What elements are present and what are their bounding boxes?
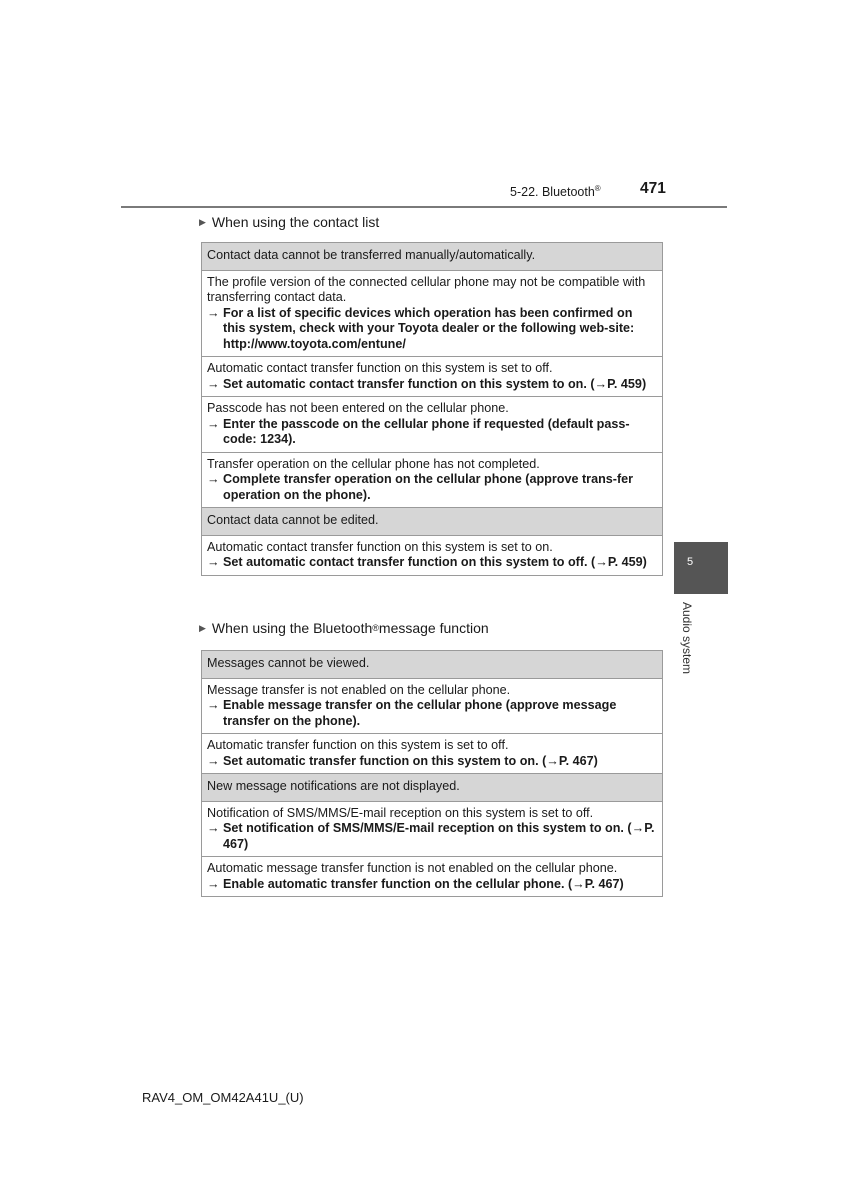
solution-row bbox=[202, 357, 663, 397]
remedy-text: Enter the passcode on the cellular phone if requested (default pass-code: 1234). bbox=[223, 416, 630, 446]
arrow-icon: → bbox=[207, 376, 220, 391]
arrow-icon: → bbox=[207, 472, 220, 486]
problem-row bbox=[202, 774, 663, 802]
remedy-line bbox=[207, 698, 657, 729]
chapter-label: Audio system bbox=[680, 602, 694, 675]
cause-text: Automatic contact transfer function on this system is set to off. bbox=[207, 361, 553, 375]
solution-cell bbox=[202, 857, 663, 897]
header-rule bbox=[121, 206, 727, 208]
arrow-icon: → bbox=[207, 821, 220, 835]
solution-cell bbox=[202, 678, 663, 734]
arrow-icon: → bbox=[207, 555, 220, 569]
remedy-text: Complete transfer operation on the cellular phone (approve trans-fer operation on the phone). bbox=[223, 472, 634, 502]
cause-text: Automatic contact transfer function on this system is set to on. bbox=[207, 539, 553, 554]
subheading-message-function: ▶ When using the Bluetooth ® message function bbox=[199, 620, 489, 636]
remedy-text: Set automatic contact transfer function on this system to on. (→P. 459) bbox=[223, 376, 647, 391]
cause-text: Message transfer is not enabled on the cellular phone. bbox=[207, 682, 511, 697]
remedy-line bbox=[207, 555, 657, 571]
remedy-line bbox=[207, 306, 657, 353]
cause-text: Transfer operation on the cellular phone has not completed. bbox=[207, 456, 540, 471]
remedy-line bbox=[207, 377, 657, 393]
arrow-icon: → bbox=[207, 416, 220, 431]
problem-text: Messages cannot be viewed. bbox=[202, 651, 663, 679]
problem-row bbox=[202, 651, 663, 679]
remedy-text: Set notification of SMS/MMS/E-mail reception on this system to on. (→P. 467) bbox=[223, 821, 655, 851]
solution-cell bbox=[202, 801, 663, 857]
solution-row bbox=[202, 535, 663, 575]
remedy-line bbox=[207, 754, 657, 770]
subheading-contact-list: ▶ When using the contact list bbox=[199, 214, 380, 230]
contact-list-troubleshooting-table bbox=[201, 242, 663, 576]
solution-cell bbox=[202, 397, 663, 453]
problem-row bbox=[202, 243, 663, 271]
solution-cell bbox=[202, 734, 663, 774]
page-number: 471 bbox=[640, 180, 666, 197]
chapter-tab[interactable] bbox=[674, 542, 728, 594]
cause-text: Automatic transfer function on this system is set to off. bbox=[207, 738, 509, 752]
chapter-number: 5 bbox=[687, 556, 694, 568]
remedy-text: Enable automatic transfer function on the cellular phone. (→P. 467) bbox=[223, 876, 624, 891]
arrow-icon: → bbox=[207, 305, 220, 320]
solution-row bbox=[202, 678, 663, 734]
remedy-line bbox=[207, 821, 657, 852]
arrow-icon: → bbox=[207, 753, 220, 768]
triangle-bullet-icon: ▶ bbox=[199, 622, 206, 633]
arrow-icon: → bbox=[207, 876, 220, 891]
remedy-text: For a list of specific devices which operation has been confirmed on this system, check with your Toyota dealer or the following web-site: http://www.toyota.com/entune/ bbox=[223, 305, 635, 351]
message-function-troubleshooting-table bbox=[201, 650, 663, 897]
problem-text: New message notifications are not displayed. bbox=[202, 774, 663, 802]
cause-text: Passcode has not been entered on the cellular phone. bbox=[207, 401, 509, 415]
remedy-text: Set automatic contact transfer function on this system to off. (→P. 459) bbox=[223, 555, 647, 569]
remedy-text: Set automatic transfer function on this system to on. (→P. 467) bbox=[223, 753, 598, 768]
problem-text: Contact data cannot be edited. bbox=[202, 508, 663, 536]
solution-cell bbox=[202, 535, 663, 575]
solution-cell bbox=[202, 452, 663, 508]
remedy-line bbox=[207, 472, 657, 503]
solution-row bbox=[202, 452, 663, 508]
header-section-title: 5-22. Bluetooth® bbox=[510, 184, 601, 200]
solution-row bbox=[202, 857, 663, 897]
cause-text: Notification of SMS/MMS/E-mail reception on this system is set to off. bbox=[207, 805, 594, 820]
triangle-bullet-icon: ▶ bbox=[199, 216, 206, 227]
solution-cell bbox=[202, 357, 663, 397]
remedy-line bbox=[207, 877, 657, 893]
problem-text: Contact data cannot be transferred manually/automatically. bbox=[202, 243, 663, 271]
cause-text: Automatic message transfer function is not enabled on the cellular phone. bbox=[207, 861, 618, 875]
solution-row bbox=[202, 270, 663, 357]
solution-row bbox=[202, 734, 663, 774]
solution-row bbox=[202, 397, 663, 453]
remedy-text: Enable message transfer on the cellular phone (approve message transfer on the phone). bbox=[223, 698, 617, 728]
solution-row bbox=[202, 801, 663, 857]
cause-text: The profile version of the connected cellular phone may not be compatible with transferring contact data. bbox=[207, 274, 646, 304]
arrow-icon: → bbox=[207, 698, 220, 712]
remedy-line bbox=[207, 417, 657, 448]
solution-cell bbox=[202, 270, 663, 357]
footer-code: RAV4_OM_OM42A41U_(U) bbox=[142, 1090, 304, 1105]
problem-row bbox=[202, 508, 663, 536]
